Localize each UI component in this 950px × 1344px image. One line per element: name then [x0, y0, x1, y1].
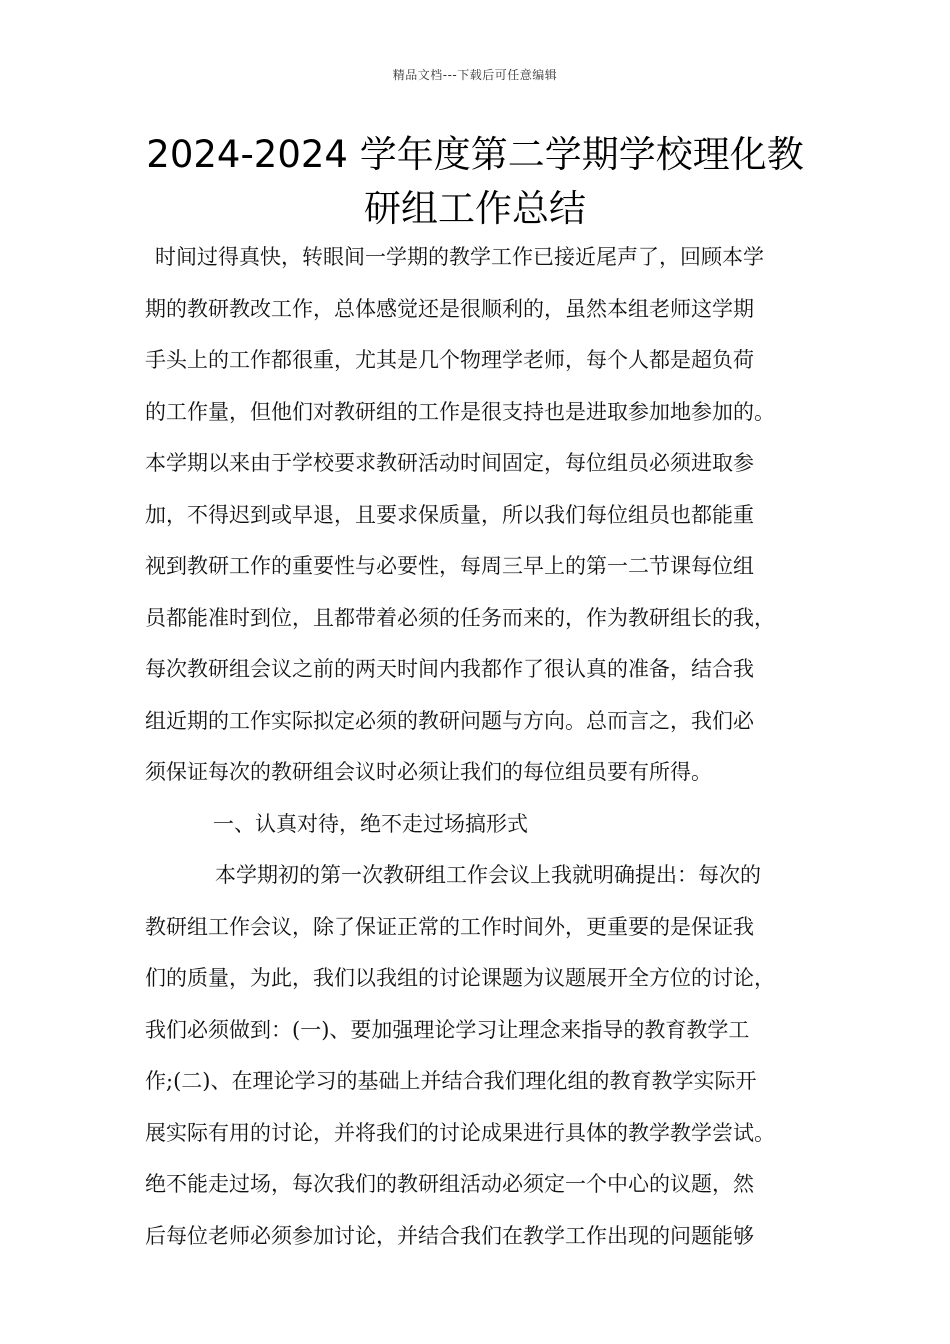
paragraph-line: 教研组工作会议，除了保证正常的工作时间外，更重要的是保证我 [145, 914, 754, 939]
paragraph-line: 视到教研工作的重要性与必要性，每周三早上的第一二节课每位组 [145, 554, 754, 578]
paragraph-line: 本学期初的第一次教研组工作会议上我就明确提出：每次的 [215, 863, 761, 887]
title-line-1: 2024-2024 学年度第二学期学校理化教 [146, 133, 804, 176]
document-title [60, 128, 890, 236]
paragraph-line: 组近期的工作实际拟定必须的教研问题与方向。总而言之，我们必 [145, 708, 754, 733]
paragraph-line: 时间过得真快，转眼间一学期的教学工作已接近尾声了，回顾本学 [155, 245, 764, 269]
paragraph-line: 们的质量，为此，我们以我组的讨论课题为议题展开全方位的讨论， [145, 966, 775, 990]
paragraph-line: 每次教研组会议之前的两天时间内我都作了很认真的准备，结合我 [145, 657, 754, 681]
paragraph-line: 期的教研教改工作，总体感觉还是很顺利的，虽然本组老师这学期 [145, 296, 754, 321]
section-heading: 一、认真对待，绝不走过场搞形式 [213, 811, 528, 836]
paragraph-line: 我们必须做到：(一)、要加强理论学习让理念来指导的教育教学工 [145, 1017, 750, 1042]
paragraph-line: 员都能准时到位，且都带着必须的任务而来的，作为教研组长的我， [145, 605, 775, 630]
document-body [145, 232, 825, 1262]
paragraph-line: 作;(二)、在理论学习的基础上并结合我们理化组的教育教学实际开 [145, 1069, 757, 1093]
paragraph-line: 的工作量，但他们对教研组的工作是很支持也是进取参加地参加的。 [145, 399, 775, 424]
paragraph-line: 后每位老师必须参加讨论，并结合我们在教学工作出现的问题能够 [145, 1223, 754, 1248]
paragraph-line: 展实际有用的讨论，并将我们的讨论成果进行具体的教学教学尝试。 [145, 1120, 775, 1145]
paragraph-line: 加，不得迟到或早退，且要求保质量，所以我们每位组员也都能重 [145, 502, 754, 527]
paragraph-line: 手头上的工作都很重，尤其是几个物理学老师，每个人都是超负荷 [145, 348, 754, 372]
paragraph-line: 须保证每次的教研组会议时必须让我们的每位组员要有所得。 [145, 760, 712, 784]
title-line-2: 研组工作总结 [364, 187, 586, 230]
page-header: 精品文档---下载后可任意编辑 [392, 68, 558, 82]
paragraph-line: 本学期以来由于学校要求教研活动时间固定，每位组员必须进取参 [145, 451, 754, 475]
paragraph-line: 绝不能走过场，每次我们的教研组活动必须定一个中心的议题，然 [145, 1172, 754, 1196]
